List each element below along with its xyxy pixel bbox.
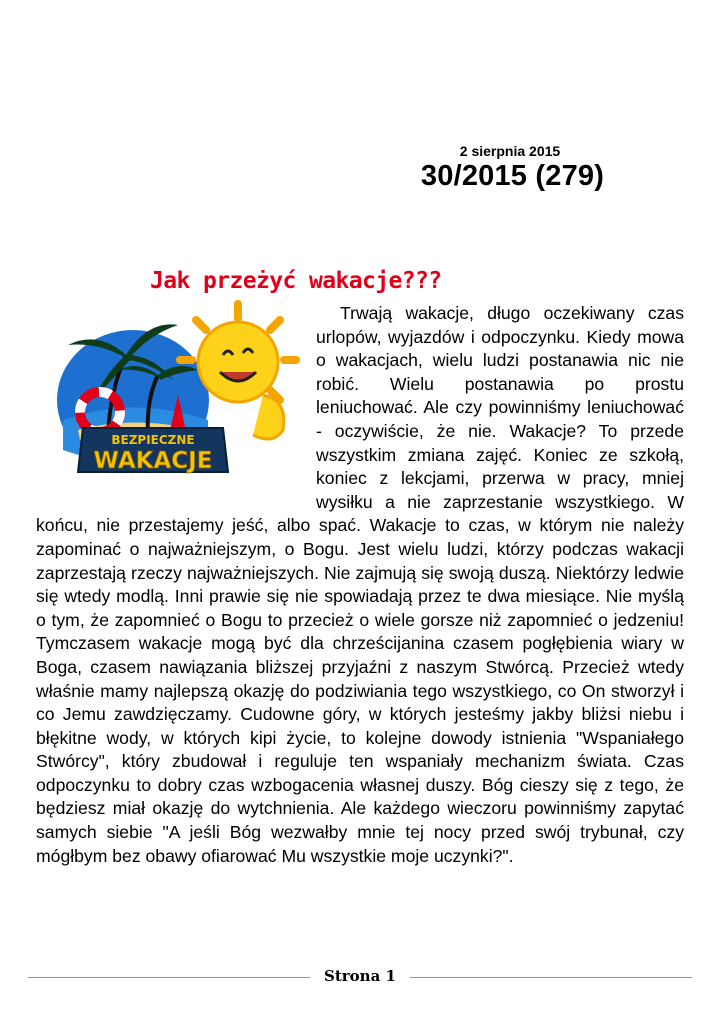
article-body: Trwają wakacje, długo oczekiwany czas urlopów, wyjazdów i odpoczynku. Kiedy mowa o wakacjach, wielu ludzi postanawia nic nie robić. Wielu postanawia po prostu leniuchować. Ale czy powinniśmy leniuchować - oczywiście, że nie. Wakacje? To przede wszystkim zmiana zajęć. Koniec ze szkołą, koniec z lekcjami, przerwa w pracy, mniej wysiłku a nie zaprzestanie wszystkiego. W końcu, nie przestajemy jeść, albo spać. Wakacje to czas, w którym nie należy zapominać o najważniejszym, o Bogu. Jest wielu ludzi, którzy podczas wakacji zaprzestają rzeczy najważniejszych. Nie zajmują się swoją duszą. Niektórzy ledwie się wtedy modlą. Inni prawie się nie spowiadają przez te dwa miesiące. Nie myślą o tym, że zapomnieć o Bogu to przecież o wiele gorsze niż zapomnieć o jedzeniu! Tymczasem wakacje mogą być dla chrześcijanina czasem pogłębienia wiary w Boga, czasem nawiązania bliższej przyjaźni z naszym Stwórcą. Przecież wtedy właśnie mamy najlepszą okazję do podziwiania tego wszystkiego, co On stworzył i co Jemu zawdzięczamy. Cudowne góry, w których jesteśmy jakby bliżsi niebu i błękitne wody, w których kipi życie, to kolejne dowody istnienia "Wspaniałego Stwórcy", który zbudował i reguluje ten wspaniały mechanizm świata. Czas odpoczynku to dobry czas wzbogacenia własnej duszy. Bóg cieszy się z tego, że będziesz miał okazję do wytchnienia. Ale każdego wieczoru powinniśmy zapytać samych siebie "A jeśli Bóg wezwałby mnie tej nocy przed swój trybunał, czy mógłbym bez obawy ofiarować Mu wszystkie moje uczynki?". xyxy=(36,303,684,866)
article-title: Jak przeżyć wakacje??? xyxy=(150,268,442,294)
footer-divider-left xyxy=(28,977,310,978)
article-body-container xyxy=(36,302,684,868)
logo-text-top: BEZPIECZNE xyxy=(111,433,195,447)
logo-float-spacer xyxy=(36,302,316,491)
issue-number: 30/2015 (279) xyxy=(420,160,605,192)
page-label: Strona 1 xyxy=(324,967,396,985)
footer-divider-right xyxy=(410,977,692,978)
issue-date: 2 sierpnia 2015 xyxy=(459,143,561,159)
logo-text-bottom: WAKACJE xyxy=(93,448,213,474)
page-number xyxy=(310,967,410,985)
